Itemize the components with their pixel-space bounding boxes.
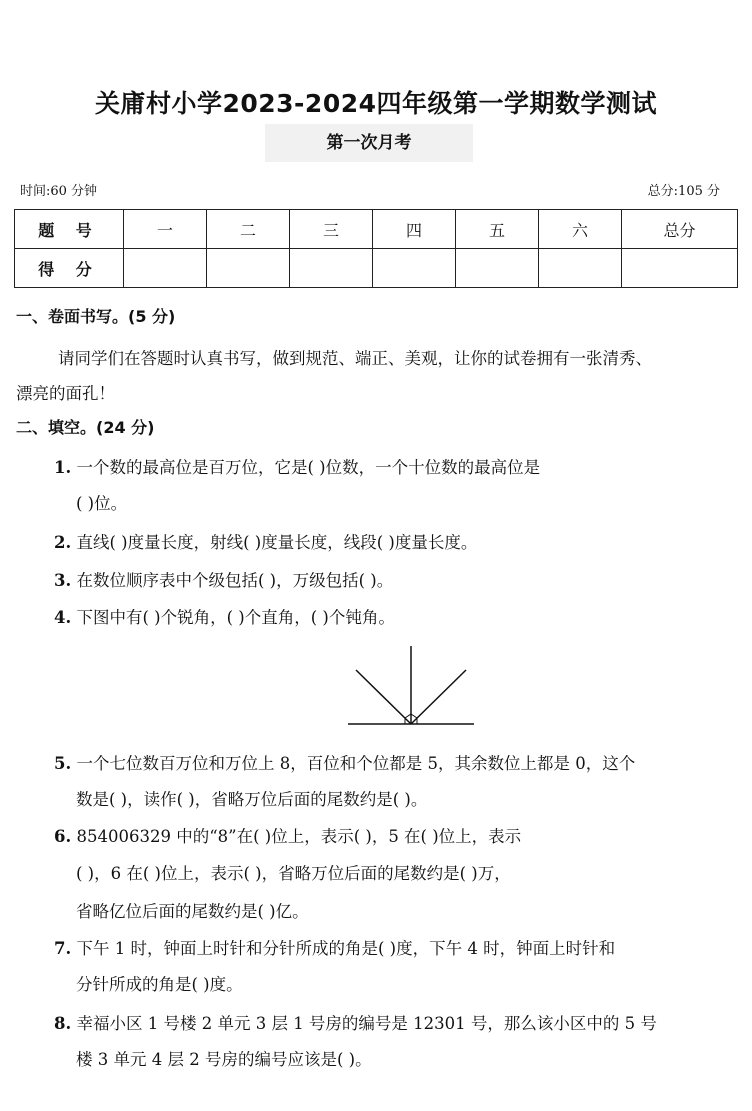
question-number: 5. <box>54 754 72 773</box>
question-text: 在数位顺序表中个级包括( )，万级包括( )。 <box>76 571 394 590</box>
score-table-header-row <box>15 210 738 249</box>
score-cell-6[interactable] <box>539 249 622 288</box>
question-1-line1 <box>54 454 540 478</box>
question-text: 一个数的最高位是百万位，它是( )位数，一个十位数的最高位是 <box>76 458 541 477</box>
question-text: 直线( )度量长度，射线( )度量长度，线段( )度量长度。 <box>76 533 478 552</box>
score-cell-5[interactable] <box>456 249 539 288</box>
score-cell-3[interactable] <box>290 249 373 288</box>
question-number: 8. <box>54 1014 72 1033</box>
question-5-line2: 数是( )，读作( )，省略万位后面的尾数约是( )。 <box>76 790 428 809</box>
question-2-line1 <box>54 529 477 553</box>
question-text: 854006329 中的“8”在( )位上，表示( )，5 在( )位上，表示 <box>76 827 522 846</box>
question-number: 3. <box>54 571 72 590</box>
score-header-label: 题 号 <box>15 210 124 249</box>
question-6-line3: 省略亿位后面的尾数约是( )亿。 <box>76 902 309 921</box>
question-7-line2: 分针所成的角是( )度。 <box>76 975 243 994</box>
section-1-text-line2: 漂亮的面孔！ <box>16 384 115 403</box>
question-5-line1 <box>54 750 635 774</box>
score-cell-total[interactable] <box>622 249 738 288</box>
question-3-line1 <box>54 567 393 591</box>
question-number: 2. <box>54 533 72 552</box>
score-cell-4[interactable] <box>373 249 456 288</box>
section-1-heading: 一、卷面书写。(5 分) <box>16 307 176 326</box>
question-6-line1 <box>54 823 521 847</box>
score-table <box>14 209 738 288</box>
angle-diagram <box>346 644 476 730</box>
score-cell-1[interactable] <box>124 249 207 288</box>
exam-total-score: 总分:105 分 <box>647 184 720 199</box>
question-number: 4. <box>54 608 72 627</box>
score-row-label: 得 分 <box>15 249 124 288</box>
angle-right-ray <box>411 670 466 724</box>
question-text: 幸福小区 1 号楼 2 单元 3 层 1 号房的编号是 12301 号，那么该小区中的 5 号 <box>76 1014 657 1033</box>
page-subtitle: 第一次月考 <box>265 124 473 162</box>
section-1-text-line1: 请同学们在答题时认真书写，做到规范、端正、美观，让你的试卷拥有一张清秀、 <box>58 349 652 368</box>
question-6-line2: ( )，6 在( )位上，表示( )，省略万位后面的尾数约是( )万， <box>76 864 511 883</box>
score-header-6: 六 <box>539 210 622 249</box>
question-number: 7. <box>54 939 72 958</box>
question-1-line2: ( )位。 <box>76 494 128 513</box>
question-text: 一个七位数百万位和万位上 8，百位和个位都是 5，其余数位上都是 0，这个 <box>76 754 636 773</box>
score-cell-2[interactable] <box>207 249 290 288</box>
score-header-4: 四 <box>373 210 456 249</box>
question-text: 下图中有( )个锐角，( )个直角，( )个钝角。 <box>76 608 395 627</box>
question-number: 1. <box>54 458 72 477</box>
score-header-total: 总分 <box>622 210 738 249</box>
question-8-line1 <box>54 1010 657 1034</box>
score-header-1: 一 <box>124 210 207 249</box>
score-table-score-row <box>15 249 738 288</box>
angle-left-ray <box>356 670 411 724</box>
question-4-line1 <box>54 604 395 628</box>
page-title: 关庯村小学2023-2024四年级第一学期数学测试 <box>94 89 658 118</box>
exam-time: 时间:60 分钟 <box>20 184 98 199</box>
score-header-2: 二 <box>207 210 290 249</box>
question-number: 6. <box>54 827 72 846</box>
question-text: 下午 1 时，钟面上时针和分针所成的角是( )度，下午 4 时，钟面上时针和 <box>76 939 616 958</box>
score-header-5: 五 <box>456 210 539 249</box>
question-7-line1 <box>54 935 615 959</box>
question-8-line2: 楼 3 单元 4 层 2 号房的编号应该是( )。 <box>76 1050 372 1069</box>
section-2-heading: 二、填空。(24 分) <box>16 418 155 437</box>
score-header-3: 三 <box>290 210 373 249</box>
